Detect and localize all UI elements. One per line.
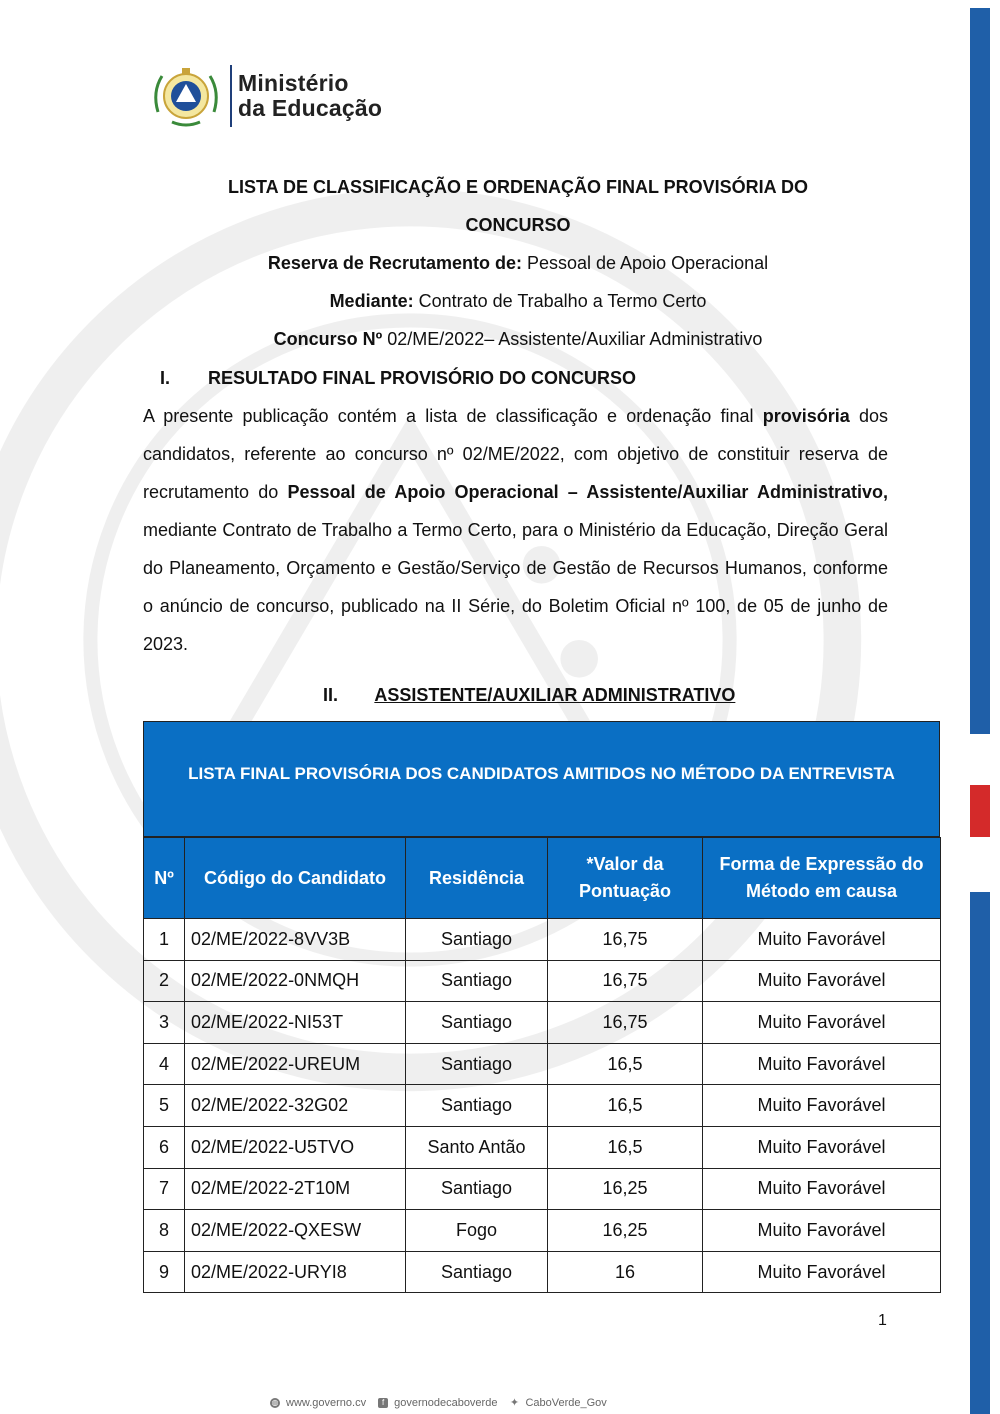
cell-pontuacao: 16,75 (548, 1002, 703, 1044)
footer-website[interactable]: www.governo.cv (286, 1397, 367, 1409)
cell-residencia: Santiago (406, 1002, 548, 1044)
results-table (143, 837, 941, 1293)
table-row (144, 1126, 941, 1168)
concurso-value: 02/ME/2022– Assistente/Auxiliar Administrativo (387, 329, 763, 349)
cell-numero: 7 (144, 1168, 185, 1210)
cell-numero: 1 (144, 919, 185, 961)
concurso-line (143, 329, 893, 350)
table-banner: LISTA FINAL PROVISÓRIA DOS CANDIDATOS AMITIDOS NO MÉTODO DA ENTREVISTA (143, 721, 940, 837)
footer (270, 1397, 607, 1409)
cell-residencia: Santiago (406, 1043, 548, 1085)
cell-forma-expressao: Muito Favorável (703, 1168, 941, 1210)
cell-codigo: 02/ME/2022-URYI8 (185, 1251, 406, 1293)
cell-forma-expressao: Muito Favorável (703, 1126, 941, 1168)
mediante-line (143, 291, 893, 312)
cell-residencia: Santiago (406, 1251, 548, 1293)
para-part-a: A presente publicação contém a lista de classificação e ordenação final (143, 406, 763, 426)
cell-numero: 2 (144, 960, 185, 1002)
footer-twitter[interactable]: CaboVerde_Gov (525, 1397, 607, 1409)
cell-residencia: Fogo (406, 1210, 548, 1252)
cell-numero: 6 (144, 1126, 185, 1168)
logo-line-2: da Educação (238, 95, 383, 121)
cell-numero: 4 (144, 1043, 185, 1085)
cell-pontuacao: 16,5 (548, 1126, 703, 1168)
concurso-label: Concurso Nº (273, 329, 383, 349)
flag-stripe-red (970, 785, 990, 837)
cell-residencia: Santiago (406, 1168, 548, 1210)
table-row (144, 1251, 941, 1293)
cell-residencia: Santo Antão (406, 1126, 548, 1168)
globe-icon: ◍ (271, 1398, 279, 1407)
section-2-number: II. (323, 685, 339, 705)
cell-forma-expressao: Muito Favorável (703, 919, 941, 961)
page-number: 1 (878, 1312, 887, 1329)
cell-pontuacao: 16,25 (548, 1168, 703, 1210)
table-row (144, 1002, 941, 1044)
logo-line-1: Ministério (238, 70, 349, 96)
para-part-c: mediante Contrato de Trabalho a Termo Certo, para o Ministério da Educação, Direção Geral do Planeamento, Orçamento e Gestão/Serviço de Gestão de Recursos Humanos, conforme o anúncio de concurso, publicado na II Série, do Boletim Oficial nº 100, de 05 de junho de 2023. (143, 520, 888, 654)
flag-stripe-blue-top (970, 8, 990, 734)
table-row (144, 1043, 941, 1085)
table-header-row (144, 838, 941, 919)
cell-forma-expressao: Muito Favorável (703, 960, 941, 1002)
cell-pontuacao: 16,75 (548, 919, 703, 961)
cell-numero: 8 (144, 1210, 185, 1252)
section-1-heading (160, 368, 636, 389)
mediante-label: Mediante: (329, 291, 414, 311)
section-1-title: RESULTADO FINAL PROVISÓRIO DO CONCURSO (208, 368, 637, 388)
cell-pontuacao: 16,75 (548, 960, 703, 1002)
cell-pontuacao: 16,5 (548, 1043, 703, 1085)
document-title-line-1: LISTA DE CLASSIFICAÇÃO E ORDENAÇÃO FINAL PROVISÓRIA DO (227, 177, 809, 197)
section-1-number: I. (160, 368, 171, 388)
cell-residencia: Santiago (406, 960, 548, 1002)
cell-codigo: 02/ME/2022-32G02 (185, 1085, 406, 1127)
section-2-title: ASSISTENTE/AUXILIAR ADMINISTRATIVO (374, 685, 736, 705)
flag-stripe-blue-bottom (970, 892, 990, 1414)
table-row (144, 1168, 941, 1210)
cell-codigo: 02/ME/2022-U5TVO (185, 1126, 406, 1168)
header-numero: Nº (144, 838, 185, 919)
cell-forma-expressao: Muito Favorável (703, 1085, 941, 1127)
reserva-line (143, 253, 893, 274)
reserva-value: Pessoal de Apoio Operacional (526, 253, 769, 273)
cell-codigo: 02/ME/2022-UREUM (185, 1043, 406, 1085)
cell-codigo: 02/ME/2022-NI53T (185, 1002, 406, 1044)
para-part-b: dos candidatos, referente ao concurso nº 02/ME/2022, com objetivo de constituir reserva de recrutamento do (143, 406, 888, 502)
table-row (144, 1210, 941, 1252)
cell-codigo: 02/ME/2022-8VV3B (185, 919, 406, 961)
footer-facebook[interactable]: governodecaboverde (394, 1397, 498, 1409)
facebook-icon: f (378, 1398, 388, 1408)
cell-numero: 9 (144, 1251, 185, 1293)
cell-forma-expressao: Muito Favorável (703, 1210, 941, 1252)
logo-divider (230, 65, 232, 127)
coat-of-arms-icon (148, 62, 224, 130)
cell-forma-expressao: Muito Favorável (703, 1002, 941, 1044)
cell-residencia: Santiago (406, 919, 548, 961)
header-residencia: Residência (406, 838, 548, 919)
cell-codigo: 02/ME/2022-QXESW (185, 1210, 406, 1252)
header-pontuacao: *Valor da Pontuação (548, 838, 703, 919)
header-forma-expressao: Forma de Expressão do Método em causa (703, 838, 941, 919)
intro-paragraph (143, 397, 888, 663)
mediante-value: Contrato de Trabalho a Termo Certo (418, 291, 707, 311)
cell-forma-expressao: Muito Favorável (703, 1251, 941, 1293)
twitter-icon: ✦ (509, 1397, 520, 1409)
para-bold-pessoal: Pessoal de Apoio Operacional – Assistente/Auxiliar Administrativo, (287, 482, 888, 502)
document-title-line-2: CONCURSO (465, 215, 571, 235)
table-row (144, 960, 941, 1002)
cell-forma-expressao: Muito Favorável (703, 1043, 941, 1085)
cell-codigo: 02/ME/2022-0NMQH (185, 960, 406, 1002)
cell-pontuacao: 16 (548, 1251, 703, 1293)
section-2-heading (323, 685, 735, 706)
cell-codigo: 02/ME/2022-2T10M (185, 1168, 406, 1210)
cell-pontuacao: 16,5 (548, 1085, 703, 1127)
ministry-logo (148, 62, 382, 130)
cell-numero: 5 (144, 1085, 185, 1127)
cell-pontuacao: 16,25 (548, 1210, 703, 1252)
table-row (144, 1085, 941, 1127)
candidates-table (143, 721, 940, 1293)
table-row (144, 919, 941, 961)
para-bold-provisoria: provisória (762, 406, 850, 426)
reserva-label: Reserva de Recrutamento de: (267, 253, 522, 273)
cell-residencia: Santiago (406, 1085, 548, 1127)
cell-numero: 3 (144, 1002, 185, 1044)
header-codigo: Código do Candidato (185, 838, 406, 919)
